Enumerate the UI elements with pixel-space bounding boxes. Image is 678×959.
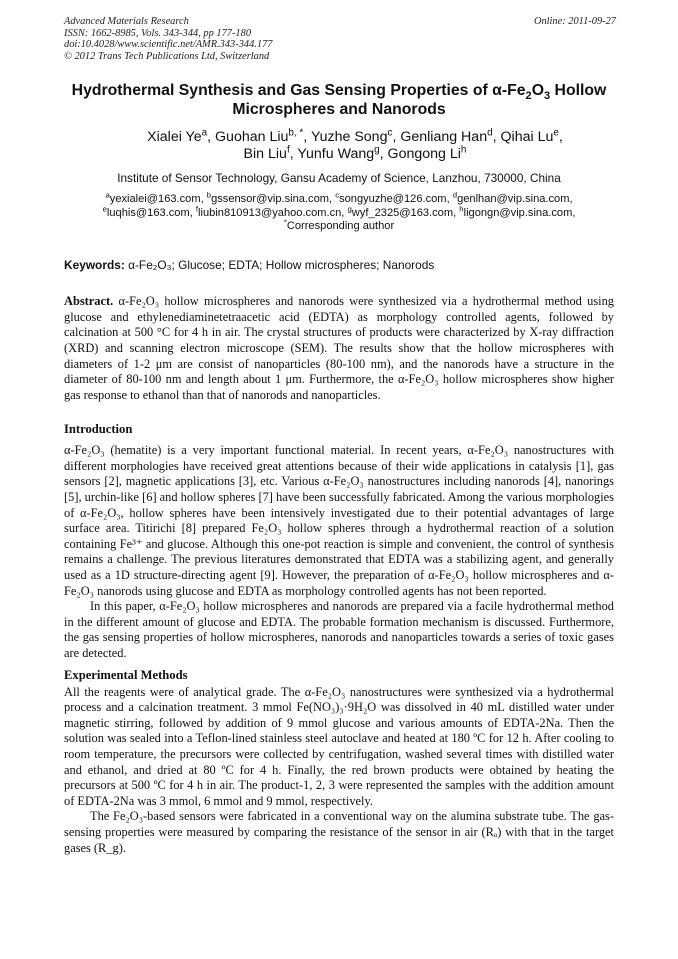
abstract-label: Abstract.	[64, 294, 114, 309]
title-sub: 2	[525, 90, 532, 103]
copyright-line: © 2012 Trans Tech Publications Ltd, Switzerland	[64, 50, 270, 62]
title-part: Hydrothermal Synthesis and Gas Sensing Properties of α-Fe	[71, 82, 526, 100]
keywords-label: Keywords:	[64, 258, 125, 273]
abstract-text: α-Fe₂O₃ hollow microspheres and nanorods were synthesized via a hydrothermal method using glucose and ethylenediaminetetraacetic acid (EDTA) as morphology controlled agents, followed by calcination at 500 °C for 4 h in air. The crystal structures of products were characterized by X-ray diffraction (XRD) and scanning electron microscope (SEM). The results show that the hollow microspheres with diameters of 1-2 μm are consist of nanoparticles (80-100 nm), and the nanorods have a structure in the diameter of 80-100 nm and length about 1 μm. Furthermore, the α-Fe₂O₃ hollow microspheres show higher gas response to ethanol than that of nanorods and nanoparticles.	[64, 294, 614, 402]
section-heading-methods: Experimental Methods	[64, 667, 188, 682]
introduction-paragraph: In this paper, α-Fe₂O₃ hollow microspheres and nanorods are prepared via a facile hydrothermal method in the different amount of glucose and EDTA. The probable formation mechanism is discussed. Furthermore, the gas sensing properties of hollow microspheres, nanorods and nanoparticles towards a series of toxic gases are detected.	[64, 599, 614, 661]
email-link[interactable]: liubin810913@yahoo.com.cn	[198, 206, 342, 219]
author: Guohan Liu$^{b, *}$	[215, 126, 304, 145]
email-link[interactable]: yexialei@163.com	[109, 192, 201, 205]
journal-name: Advanced Materials Research	[64, 16, 189, 27]
doi-line: doi:10.4028/www.scientific.net/AMR.343-344.177	[64, 39, 273, 51]
email-link[interactable]: ligongn@vip.sina.com	[463, 206, 573, 219]
methods-paragraph: The Fe₂O₃-based sensors were fabricated in a conventional way on the alumina substrate tube. The gas-sensing properties were measured by comparing the resistance of the sensor in air (Rₐ) with that in the target gases (R_g).	[64, 809, 614, 855]
email-link[interactable]: wyf_2325@163.com	[351, 206, 454, 219]
author: Gongong Li$^h$	[387, 144, 467, 163]
paper-title	[64, 82, 614, 119]
methods-paragraph: All the reagents were of analytical grade. The α-Fe₂O₃ nanostructures were synthesized via a hydrothermal process and a calcination treatment. 3 mmol Fe(NO₃)₃·9H₂O was dissolved in 40 mL distilled water under magnetic stirring, followed by addition of 9 mmol glucose and various amounts of EDTA-2Na. Then the solution was sealed into a Teflon-lined stainless steel autoclave and heated at 180 ºC for 12 h. After cooling to room temperature, the precursors were collected by centrifugation, washed several times with distilled water and ethanol, and dried at 80 ºC for 4 h. Finally, the red brown products were obtained by heating the precursors at 500 ºC for 4 h in air. The product-1, 2, 3 were represented the samples with the addition amount of EDTA-2Na was 3 mmol, 6 mmol and 9 mmol, respectively.	[64, 684, 614, 808]
author: Bin Liu$^f$	[243, 144, 290, 163]
author: Yunfu Wang$^g$	[297, 144, 380, 163]
email-link[interactable]: genlhan@vip.sina.com	[457, 192, 570, 205]
email-list: $^a$yexialei@163.com, $^b$gssensor@vip.sina.com, $^c$songyuzhe@126.com, $^d$genlhan@vip.sina.com, $^e$luqhis@163.com, $^f$liubin810913@yahoo.com.cn, $^g$wyf_2325@163.com, $^h$ligongn@vip.sina.com, *Corresponding author	[102, 190, 576, 233]
title-part: O	[531, 82, 544, 100]
keywords	[64, 258, 614, 272]
introduction-paragraph: α-Fe₂O₃ (hematite) is a very important functional material. In recent years, α-Fe₂O₃ nanostructures with different morphologies have received great attentions because of their wide applications in catalysis [1], gas sensors [2], magnetic applications [3], etc. Various α-Fe₂O₃ nanostructures including nanorods [4], nanorings [5], urchin-like [6] and hollow spheres [7] have been successfully fabricated. Among the various morphologies of α-Fe₂O₃, hollow spheres have been intensively investigated due to their potential advantages of large surface area. Titirichi [8] prepared Fe₂O₃ hollow spheres through a hydrothermal reaction of a solution containing Fe³⁺ and glucose. Although this one-pot reaction is simple and convenient, the control of synthesis remains a challenge. The previous literatures demonstrated that EDTA was a stabilizing agent, and generally used as a 1D structure-directing agent [9]. However, the preparation of α-Fe₂O₃ hollow microspheres and α-Fe₂O₃ nanorods using glucose and EDTA as morphology controlled agents has not been reported.	[64, 443, 614, 598]
author: Xialei Ye$^a$	[147, 126, 208, 145]
author: Genliang Han$^d$	[400, 126, 493, 145]
section-heading-introduction: Introduction	[64, 422, 133, 437]
author: Qihai Lu$^e$	[500, 126, 559, 145]
author-list: Xialei Ye$^a$, Guohan Liu$^{b, *}$, Yuzhe Song$^c$, Genliang Han$^d$, Qihai Lu$^e$, Bin Liu$^f$, Yunfu Wang$^g$, Gongong Li$^h$	[147, 126, 563, 163]
abstract	[64, 294, 614, 403]
author: Yuzhe Song$^c$	[310, 126, 393, 145]
keywords-text: α-Fe₂O₃; Glucose; EDTA; Hollow microspheres; Nanorods	[124, 258, 435, 273]
email-link[interactable]: luqhis@163.com	[106, 206, 190, 219]
title-part: Hollow Microspheres and Nanorods	[232, 82, 607, 118]
online-date: Online: 2011-09-27	[533, 16, 616, 27]
title-sub: 3	[544, 90, 551, 103]
issn-line: ISSN: 1662-8985, Vols. 343-344, pp 177-180	[64, 27, 252, 39]
corresponding-author-note: Corresponding author	[286, 220, 395, 233]
journal-meta	[64, 16, 614, 62]
email-link[interactable]: songyuzhe@126.com	[339, 192, 447, 205]
email-link[interactable]: gssensor@vip.sina.com	[211, 192, 330, 205]
affiliation: Institute of Sensor Technology, Gansu Academy of Science, Lanzhou, 730000, China	[117, 170, 561, 185]
